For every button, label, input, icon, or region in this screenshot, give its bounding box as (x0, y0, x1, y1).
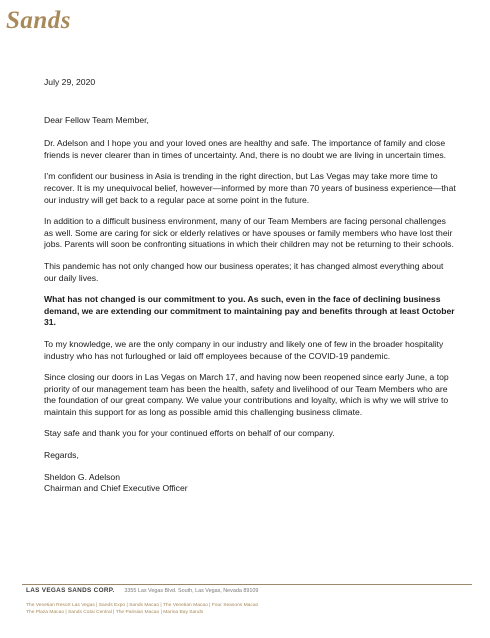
letter-date: July 29, 2020 (44, 77, 96, 87)
letter-body (44, 77, 456, 495)
sands-logo: Sands (6, 7, 72, 34)
letter-paragraph-2: I’m confident our business in Asia is trending in the right direction, but Las Vegas may take more time to recover. It is my unequivocal belief, however—informed by more than 70 years of business experience—that our industry will get back to a regular pace at some point in the future. (44, 171, 456, 205)
letter-paragraph-3: In addition to a difficult business environment, many of our Team Members are facing personal challenges as well. Some are caring for sick or elderly relatives or have spouses or family members who have lost their jobs. Parents will soon be confronting situations in which their children may not be returning to their schools. (44, 216, 454, 250)
properties-line-2: The Plaza Macao | Sands Cotai Central | The Parisian Macao | Marina Bay Sands (26, 610, 204, 616)
letter-paragraph-commitment: What has not changed is our commitment to you. As such, even in the face of declining business demand, we are extending our commitment to maintaining pay and benefits through at least October 31. (44, 294, 455, 328)
letter-paragraph-6: To my knowledge, we are the only company in our industry and likely one of few in the broader hospitality industry who has not furloughed or laid off employees because of the COVID-19 pandemic. (44, 338, 444, 361)
letter-paragraph-7: Since closing our doors in Las Vegas on March 17, and having now been reopened since early June, a top priority of our management team has been the health, safety and livelihood of our Team Members who are the foundation of our great company. We value your contributions and loyalty, which is why we will strive to maintain this support for as long as possible amid this challenging business climate. (44, 372, 449, 417)
letter-paragraph-1: Dr. Adelson and I hope you and your loved ones are healthy and safe. The importance of family and close friends is never clearer than in times of uncertainty. And, there is no doubt we are living in uncertain times. (44, 138, 447, 160)
letter-closing: Regards, (44, 450, 79, 461)
footer-properties (26, 602, 456, 616)
letter-paragraph-8: Stay safe and thank you for your continued efforts on behalf of our company. (44, 428, 335, 439)
signer-title: Chairman and Chief Executive Officer (44, 483, 188, 494)
letter-greeting: Dear Fellow Team Member, (44, 114, 149, 125)
signer-name: Sheldon G. Adelson (44, 471, 120, 482)
company-name: LAS VEGAS SANDS CORP. (26, 587, 115, 594)
footer-divider (22, 584, 472, 585)
footer-company (26, 587, 258, 594)
company-address: 3355 Las Vegas Blvd. South, Las Vegas, Nevada 89109 (124, 588, 259, 594)
letter-paragraph-4: This pandemic has not only changed how our business operates; it has changed almost everything about our daily lives. (44, 260, 444, 283)
properties-line-1: The Venetian Resort Las Vegas | Sands Expo | Sands Macao | The Venetian Macao | Four Seasons Macao (26, 603, 259, 608)
